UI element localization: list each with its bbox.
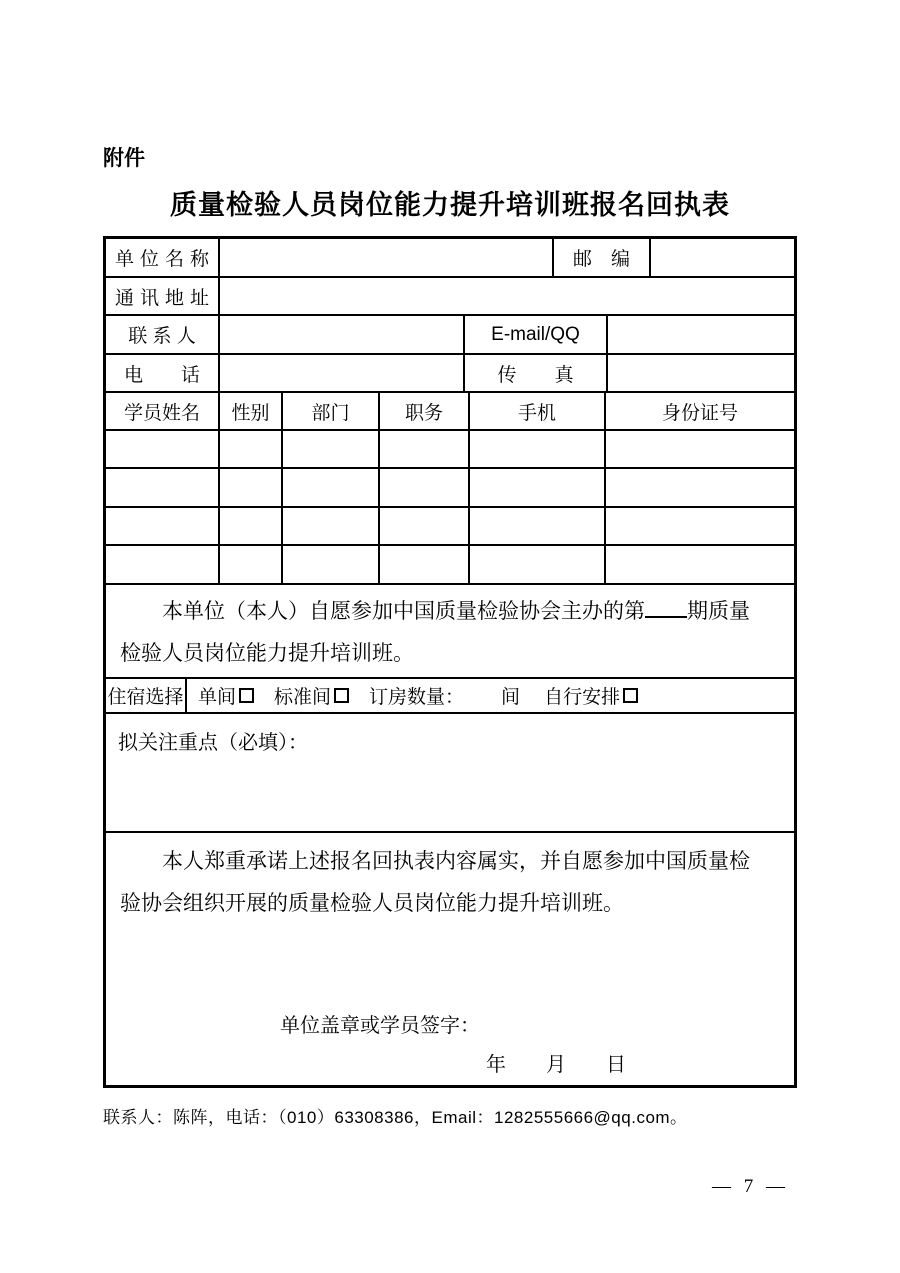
student-header-row (106, 393, 794, 431)
student-gender-cell[interactable] (220, 546, 283, 583)
email-qq-label: E-mail/QQ (465, 316, 608, 353)
focus-area[interactable] (106, 714, 794, 831)
statement-row (106, 585, 794, 679)
header-mobile: 手机 (470, 393, 606, 429)
self-arrange-checkbox[interactable] (623, 688, 638, 703)
student-position-cell[interactable] (380, 546, 470, 583)
contact-person-input[interactable] (220, 316, 465, 353)
focus-row (106, 714, 794, 833)
header-position: 职务 (380, 393, 470, 429)
session-number-blank[interactable] (645, 598, 687, 618)
accommodation-label: 住宿选择 (106, 679, 187, 712)
student-position-cell[interactable] (380, 431, 470, 467)
student-row (106, 469, 794, 508)
fax-input[interactable] (608, 355, 794, 391)
phone-row (106, 355, 794, 393)
self-arrange-label: 自行安排 (544, 687, 621, 708)
registration-table (103, 236, 797, 1088)
student-gender-cell[interactable] (220, 508, 283, 544)
accommodation-options (187, 679, 794, 712)
address-row (106, 278, 794, 316)
unit-name-label: 单位名称 (106, 239, 220, 276)
contact-row (106, 316, 794, 355)
statement-line1-post: 期质量 (687, 600, 750, 623)
postal-code-label: 邮 编 (554, 239, 651, 276)
standard-room-label: 标准间 (274, 687, 332, 708)
statement-line2: 检验人员岗位能力提升培训班。 (120, 642, 414, 665)
student-position-cell[interactable] (380, 508, 470, 544)
postal-code-input[interactable] (651, 239, 794, 276)
phone-label: 电 话 (106, 355, 220, 391)
single-room-checkbox[interactable] (239, 688, 254, 703)
single-room-label: 单间 (198, 687, 237, 708)
date-label: 年 月 日 (486, 1054, 626, 1076)
focus-label: 拟关注重点（必填）： (118, 732, 308, 754)
student-row (106, 508, 794, 546)
student-id-cell[interactable] (606, 546, 794, 583)
contact-person-label: 联 系 人 (106, 316, 220, 353)
accommodation-row (106, 679, 794, 714)
email-qq-input[interactable] (608, 316, 794, 353)
standard-room-checkbox[interactable] (334, 688, 349, 703)
student-gender-cell[interactable] (220, 469, 283, 506)
student-department-cell[interactable] (283, 469, 380, 506)
address-label: 通讯地址 (106, 278, 220, 314)
student-id-cell[interactable] (606, 508, 794, 544)
statement-line1-pre: 本单位（本人）自愿参加中国质量检验协会主办的第 (162, 600, 645, 623)
student-gender-cell[interactable] (220, 431, 283, 467)
unit-name-row (106, 239, 794, 278)
phone-input[interactable] (220, 355, 465, 391)
header-department: 部门 (283, 393, 380, 429)
commitment-line2: 验协会组织开展的质量检验人员岗位能力提升培训班。 (120, 892, 624, 915)
commitment-line1: 本人郑重承诺上述报名回执表内容属实，并自愿参加中国质量检 (162, 850, 750, 873)
header-student-name: 学员姓名 (106, 393, 220, 429)
student-row (106, 546, 794, 585)
student-position-cell[interactable] (380, 469, 470, 506)
statement-text (106, 585, 794, 677)
address-input[interactable] (220, 278, 794, 314)
student-name-cell[interactable] (106, 546, 220, 583)
student-id-cell[interactable] (606, 431, 794, 467)
page-number: — 7 — (712, 1176, 789, 1197)
student-name-cell[interactable] (106, 431, 220, 467)
student-name-cell[interactable] (106, 508, 220, 544)
booking-qty-input[interactable] (464, 684, 482, 702)
student-name-cell[interactable] (106, 469, 220, 506)
student-mobile-cell[interactable] (470, 469, 606, 506)
signature-label: 单位盖章或学员签字： (280, 1015, 480, 1037)
booking-qty-label: 订房数量： (369, 687, 465, 708)
commitment-area (106, 833, 794, 1085)
student-mobile-cell[interactable] (470, 546, 606, 583)
student-id-cell[interactable] (606, 469, 794, 506)
commitment-row (106, 833, 794, 1085)
student-department-cell[interactable] (283, 546, 380, 583)
header-gender: 性别 (220, 393, 283, 429)
student-row (106, 431, 794, 469)
attachment-label: 附件 (103, 147, 145, 170)
student-mobile-cell[interactable] (470, 431, 606, 467)
student-department-cell[interactable] (283, 431, 380, 467)
booking-qty-unit: 间 (501, 687, 521, 708)
contact-footer: 联系人：陈阵，电话：（010）63308386，Email：1282555666@qq.com。 (103, 1108, 688, 1127)
header-id-number: 身份证号 (661, 402, 738, 424)
fax-label: 传 真 (465, 355, 608, 391)
page-title: 质量检验人员岗位能力提升培训班报名回执表 (170, 190, 730, 220)
student-department-cell[interactable] (283, 508, 380, 544)
unit-name-input[interactable] (220, 239, 554, 276)
student-mobile-cell[interactable] (470, 508, 606, 544)
